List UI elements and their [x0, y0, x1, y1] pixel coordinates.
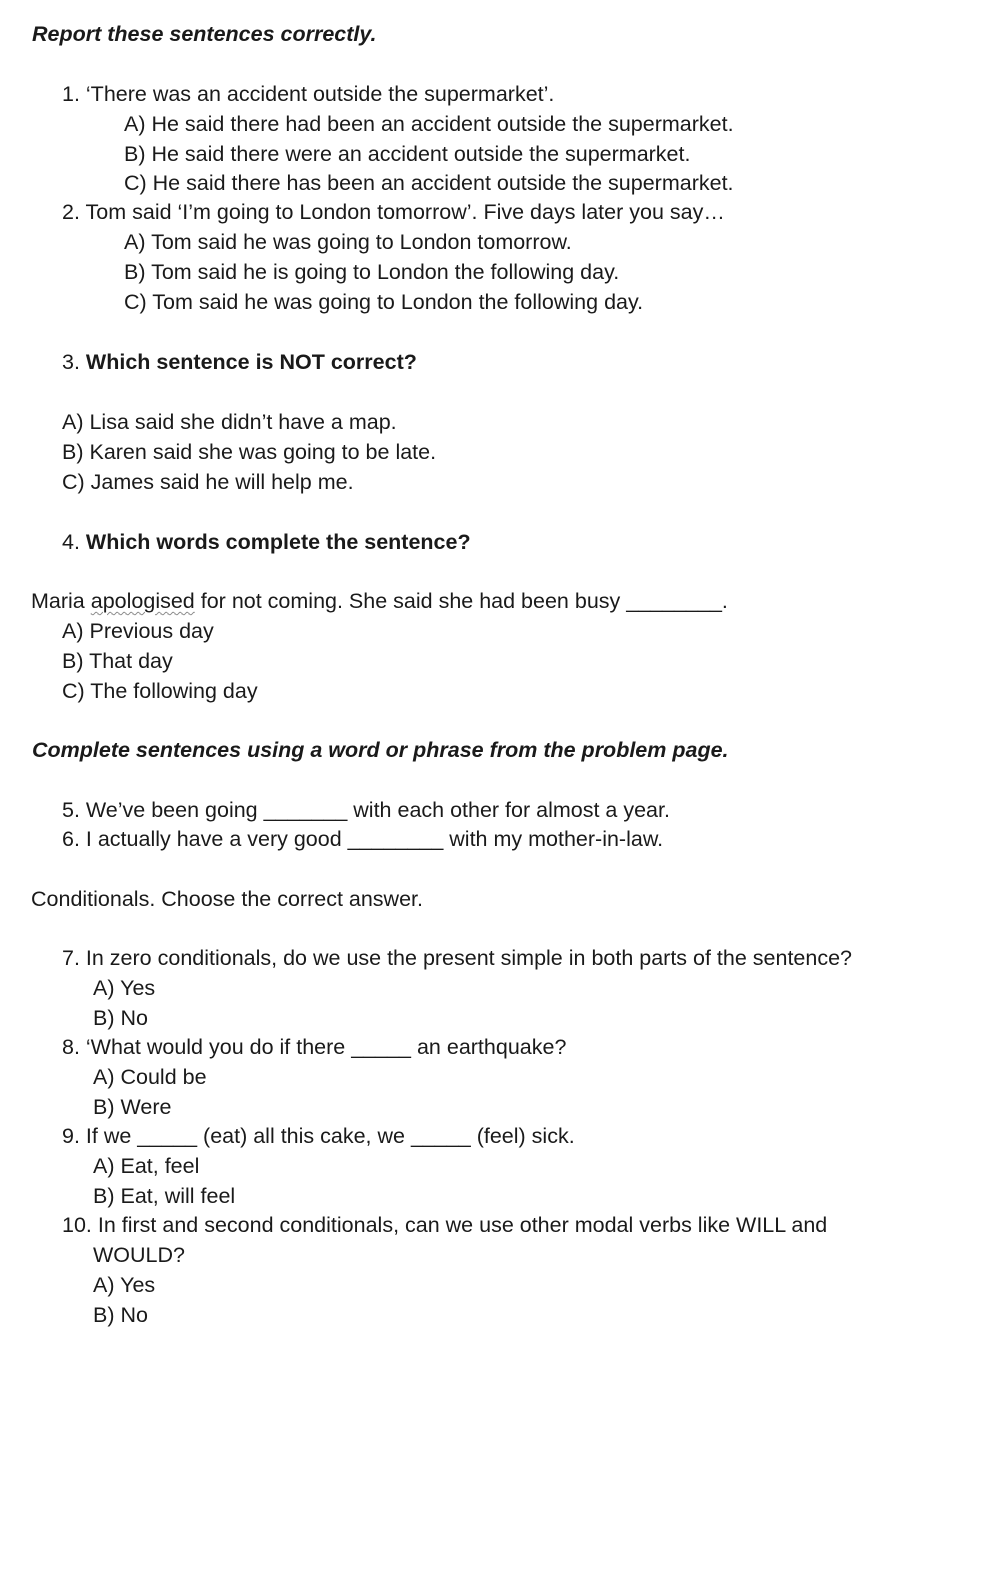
question-3-number: 3. [62, 350, 80, 374]
question-9-option-a: A) Eat, feel [93, 1154, 200, 1178]
question-3-stem [62, 349, 417, 375]
section-heading-complete: Complete sentences using a word or phrase from the problem page. [32, 738, 729, 762]
section-heading-report: Report these sentences correctly. [32, 22, 377, 46]
question-9-option-b: B) Eat, will feel [93, 1184, 236, 1208]
section-heading-conditionals: Conditionals. Choose the correct answer. [31, 887, 423, 911]
question-8-stem: 8. ‘What would you do if there _____ an earthquake? [62, 1035, 567, 1059]
question-1-option-a: A) He said there had been an accident outside the supermarket. [124, 112, 734, 136]
question-1-option-b: B) He said there were an accident outside the supermarket. [124, 142, 691, 166]
question-2-stem: 2. Tom said ‘I’m going to London tomorrow’. Five days later you say… [62, 200, 725, 224]
question-4-number: 4. [62, 530, 80, 554]
question-5: 5. We’ve been going _______ with each other for almost a year. [62, 798, 670, 822]
question-2-option-a: A) Tom said he was going to London tomorrow. [124, 230, 572, 254]
question-4-sentence [31, 588, 728, 614]
question-4-sentence-start: Maria [31, 589, 85, 613]
question-8-option-a: A) Could be [93, 1065, 207, 1089]
question-4-option-b: B) That day [62, 649, 173, 673]
question-2-option-b: B) Tom said he is going to London the following day. [124, 260, 620, 284]
question-9-stem: 9. If we _____ (eat) all this cake, we _____ (feel) sick. [62, 1124, 575, 1148]
question-3-option-b: B) Karen said she was going to be late. [62, 440, 437, 464]
question-4-stem [62, 529, 471, 555]
spellcheck-flagged-word: apologised [90, 589, 195, 613]
question-8-option-b: B) Were [93, 1095, 172, 1119]
question-3-prompt: Which sentence is NOT correct? [85, 350, 417, 374]
question-4-option-c: C) The following day [62, 679, 258, 703]
question-10-option-b: B) No [93, 1303, 148, 1327]
question-7-stem: 7. In zero conditionals, do we use the present simple in both parts of the sentence? [62, 946, 853, 970]
question-4-sentence-end: for not coming. She said she had been busy ________. [200, 589, 728, 613]
question-1-option-c: C) He said there has been an accident outside the supermarket. [124, 171, 734, 195]
question-3-option-c: C) James said he will help me. [62, 470, 354, 494]
question-7-option-a: A) Yes [93, 976, 156, 1000]
question-4-option-a: A) Previous day [62, 619, 214, 643]
question-6: 6. I actually have a very good ________ with my mother-in-law. [62, 827, 664, 851]
question-4-prompt: Which words complete the sentence? [85, 530, 471, 554]
question-1-stem: 1. ‘There was an accident outside the supermarket’. [62, 82, 555, 106]
question-10-stem-continued: WOULD? [93, 1243, 185, 1267]
question-7-option-b: B) No [93, 1006, 148, 1030]
question-10-option-a: A) Yes [93, 1273, 156, 1297]
question-2-option-c: C) Tom said he was going to London the following day. [124, 290, 644, 314]
question-3-option-a: A) Lisa said she didn’t have a map. [62, 410, 397, 434]
question-10-stem: 10. In first and second conditionals, can we use other modal verbs like WILL and [62, 1213, 828, 1237]
